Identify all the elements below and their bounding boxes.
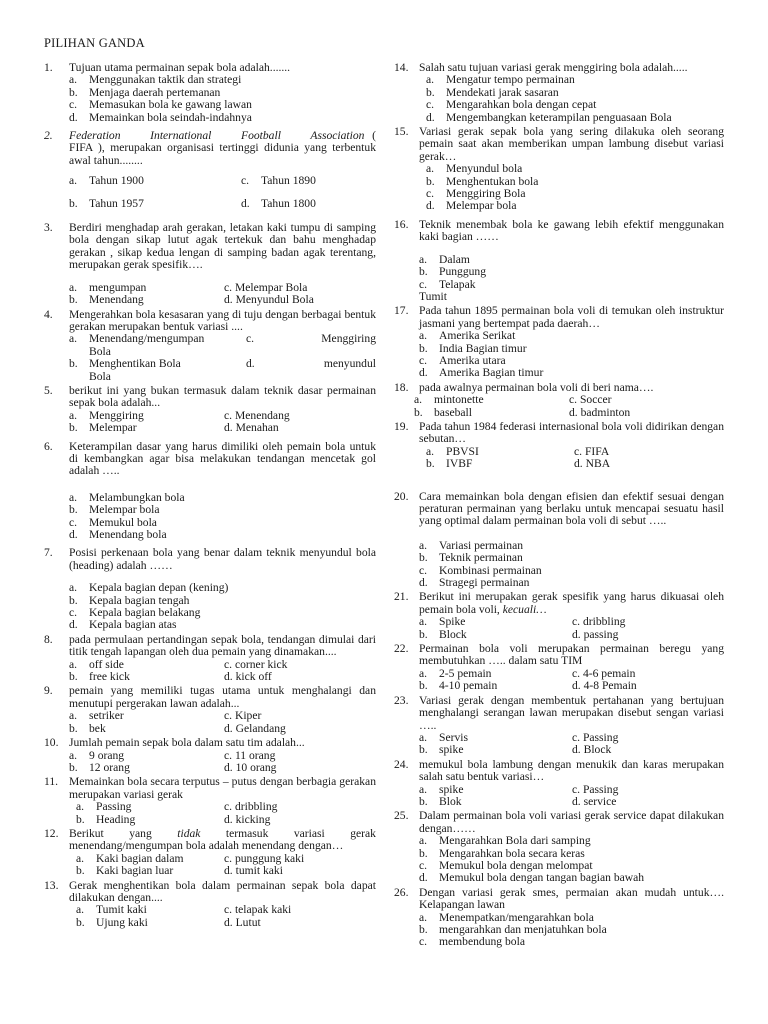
question-3 (44, 222, 376, 306)
question-number: 26. (394, 885, 409, 899)
option-c[interactable]: c. Mengarahkan bola dengan cepat (426, 98, 597, 112)
option-c[interactable]: c. Soccer (569, 393, 612, 407)
option-d[interactable]: d. Menyundul Bola (224, 293, 314, 307)
option-b-continued: Bola (89, 369, 111, 383)
question-text: Memainkan bola secara terputus – putus dengan berbagia gerakan merupakan variasi gerak (69, 775, 376, 801)
question-text: Pada tahun 1984 federasi internasional bola voli didirikan dengan sebutan… (419, 419, 724, 446)
question-20 (394, 491, 724, 590)
question-number: 20. (394, 489, 409, 503)
option-c[interactable]: c. Memasukan bola ke gawang lawan (69, 98, 252, 112)
option-c[interactable]: c. dribbling (224, 800, 278, 814)
option-c[interactable]: c. membendung bola (419, 935, 525, 949)
question-number: 15. (394, 125, 409, 139)
question-text: Salah satu tujuan variasi gerak menggiring bola adalah..... (419, 61, 688, 74)
option-a[interactable]: a. Menempatkan/mengarahkan bola (419, 910, 594, 924)
question-number: 23. (394, 693, 409, 707)
option-b[interactable]: b. 12 orang (69, 760, 130, 774)
option-c[interactable]: c. Telapak (419, 277, 476, 291)
question-number: 8. (44, 632, 53, 646)
option-c[interactable]: c. punggung kaki (224, 851, 305, 865)
question-number: 19. (394, 419, 409, 433)
question-8 (44, 634, 376, 684)
option-d[interactable]: d. kicking (224, 812, 271, 826)
option-a[interactable]: a. mintonette (414, 393, 484, 407)
question-text: Keterampilan dasar yang harus dimiliki oleh pemain bola untuk di kembangkan agar bisa melakukan tendangan mencetak gol adalah ….. (69, 439, 376, 478)
question-text: pada awalnya permainan bola voli di beri nama…. (419, 380, 654, 394)
question-number: 10. (44, 736, 59, 750)
option-c[interactable]: c. Menggiring Bola (426, 187, 526, 201)
question-5 (44, 385, 376, 435)
question-text: Pada tahun 1895 permainan bola voli di temukan oleh instruktur jasmani yang bertempat pada daerah… (419, 304, 724, 330)
option-b[interactable]: b. IVBF (426, 457, 473, 471)
question-23 (394, 695, 724, 757)
option-a[interactable]: a. 2-5 pemain (419, 666, 492, 680)
question-number: 17. (394, 304, 409, 318)
option-a[interactable]: a. Spike (419, 615, 466, 629)
question-13 (44, 880, 376, 930)
option-extra[interactable]: Tumit (419, 289, 447, 303)
question-number: 24. (394, 757, 409, 771)
question-number: 4. (44, 307, 53, 321)
option-d[interactable]: d. Mengembangkan keterampilan penguasaan Bola (426, 110, 672, 124)
option-b[interactable]: b. Punggung (419, 265, 487, 279)
option-d[interactable]: d. tumit kaki (224, 864, 283, 878)
option-a[interactable]: a. Amerika Serikat (419, 329, 516, 343)
option-c[interactable]: c. Tahun 1890 (241, 174, 316, 188)
option-a[interactable]: a. Mengarahkan Bola dari samping (419, 834, 591, 848)
option-b[interactable]: b. Tahun 1957 (69, 196, 144, 210)
question-14 (394, 62, 724, 124)
left-column (44, 62, 376, 931)
option-a[interactable]: a. Mengatur tempo permainan (426, 73, 575, 87)
option-b[interactable]: b. baseball (414, 405, 472, 419)
question-number: 16. (394, 217, 409, 231)
question-number: 12. (44, 826, 59, 840)
option-b[interactable]: b. Teknik permainan (419, 551, 523, 565)
question-7 (44, 547, 376, 631)
option-d[interactable]: d. menyundul (246, 357, 376, 371)
question-number: 22. (394, 642, 409, 656)
option-d[interactable]: d. service (572, 794, 617, 808)
question-25 (394, 810, 724, 884)
question-text: Permainan bola voli merupakan permainan beregu yang membutuhkan ….. dalam satu TIM (419, 642, 724, 668)
option-b[interactable]: b. Kaki bagian luar (76, 864, 174, 878)
option-b[interactable]: b. free kick (69, 670, 130, 684)
question-number: 6. (44, 439, 53, 453)
option-d[interactable]: d. badminton (569, 405, 631, 419)
question-text: Cara memainkan bola dengan efisien dan efektif sesuai dengan peraturan permainan yang berlaku untuk mencapai sesuatu hasil yang optimal dalam permainan bola voli di sebut ….. (419, 489, 724, 528)
question-number: 21. (394, 590, 409, 604)
option-a[interactable]: a. Tumit kaki (76, 903, 147, 917)
option-b[interactable]: b. Menghentikan Bola d. menyundul (69, 357, 376, 371)
option-a[interactable]: a. Kepala bagian depan (kening) (69, 581, 229, 595)
option-d[interactable]: d. passing (572, 627, 619, 641)
option-a[interactable]: a. PBVSI (426, 444, 479, 458)
option-a[interactable]: a. mengumpan (69, 280, 147, 294)
question-number: 18. (394, 380, 409, 394)
question-text: Variasi gerak dengan membentuk pertahanan yang bertujuan menghalangi serangan lawan merupakan disebut sengan variasi ….. (419, 693, 724, 732)
question-number: 5. (44, 383, 53, 397)
option-c[interactable]: c. Passing (572, 730, 619, 744)
option-b[interactable]: b. Menjaga daerah pertemanan (69, 85, 221, 99)
question-number: 13. (44, 878, 59, 892)
option-c[interactable]: c. Melempar Bola (224, 280, 308, 294)
option-b[interactable]: b. Mengarahkan bola secara keras (419, 846, 585, 860)
question-text: Berdiri menghadap arah gerakan, letakan kaki tumpu di samping bola dengan sikap lutut agak tertekuk dan bahu menghadap gerakan , sikap kedua lengan di samping badan agak terentang, merupakan gerak spesifik…. (69, 221, 376, 272)
option-b[interactable]: b. Blok (419, 794, 462, 808)
question-text: memukul bola lambung dengan menukik dan karas merupakan salah satu bentuk variasi… (419, 757, 724, 784)
question-11 (44, 776, 376, 826)
option-b[interactable]: b. Melempar bola (69, 503, 160, 517)
question-number: 3. (44, 221, 53, 235)
option-a[interactable]: a. Tahun 1900 (69, 174, 144, 188)
option-b[interactable]: b. Menendang (69, 293, 144, 307)
option-d[interactable]: d. Amerika Bagian timur (419, 366, 544, 380)
option-b[interactable]: b. 4-10 pemain (419, 679, 498, 693)
question-text: Posisi perkenaan bola yang benar dalam teknik menyundul bola (heading) adalah …… (69, 546, 376, 572)
option-d[interactable]: d. Gelandang (224, 721, 286, 735)
option-c[interactable]: c. 4-6 pemain (572, 666, 636, 680)
option-a[interactable]: a. 9 orang (69, 748, 125, 762)
question-19 (394, 421, 724, 471)
question-text: Berikut ini merupakan gerak spesifik yang harus dikuasai oleh pemain bola voli, (419, 590, 724, 616)
question-text-start: Berikut yang (69, 826, 152, 840)
question-number: 11. (44, 775, 59, 789)
option-b[interactable]: b. Mendekati jarak sasaran (426, 85, 559, 99)
question-number: 1. (44, 61, 53, 74)
option-c[interactable]: c. Memukul bola dengan melompat (419, 858, 593, 872)
option-d[interactable]: d. Stragegi permainan (419, 576, 530, 590)
option-d[interactable]: d. NBA (574, 457, 611, 471)
option-d[interactable]: d. Menendang bola (69, 528, 167, 541)
question-text-emphasis: kecuali… (502, 602, 547, 616)
question-number: 7. (44, 546, 53, 560)
question-18 (394, 382, 724, 419)
option-c[interactable]: c. Menendang (224, 408, 290, 422)
option-d[interactable]: d. Lutut (224, 915, 261, 929)
question-text: pemain yang memiliki tugas utama untuk menghalangi dan menutupi pergerakan lawan adalah... (69, 684, 376, 710)
option-a[interactable]: a. off side (69, 657, 124, 671)
option-b[interactable]: b. Kepala bagian tengah (69, 593, 190, 607)
option-b[interactable]: b. Ujung kaki (76, 915, 148, 929)
option-c[interactable]: c. 11 orang (224, 748, 276, 762)
question-number: 25. (394, 809, 409, 823)
question-17 (394, 305, 724, 379)
option-d[interactable]: d. Kepala bagian atas (69, 618, 177, 632)
question-12 (44, 828, 376, 878)
option-c[interactable]: c. corner kick (224, 657, 288, 671)
question-6 (44, 441, 376, 542)
option-a[interactable]: a. spike (419, 782, 464, 796)
option-a[interactable]: a. Kaki bagian dalam (76, 851, 184, 865)
question-21 (394, 591, 724, 641)
option-b[interactable]: b. Block (419, 627, 467, 641)
option-c[interactable]: c. Amerika utara (419, 353, 506, 367)
question-number: 14. (394, 61, 409, 74)
question-22 (394, 643, 724, 693)
question-text: pada permulaan pertandingan sepak bola, tendangan dimulai dari titik tengah lapangan oleh dua pemain yang dinamakan.... (69, 632, 376, 659)
question-text: Dengan variasi gerak smes, permaian akan mudah untuk…. Kelapangan lawan (419, 885, 724, 912)
question-text-emphasis: tidak (177, 826, 201, 840)
question-24 (394, 759, 724, 809)
option-a[interactable]: a. Menyundul bola (426, 162, 523, 176)
option-b[interactable]: b. bek (69, 721, 106, 735)
option-c[interactable]: c. Menggiring (246, 332, 376, 346)
option-d[interactable]: d. Block (572, 743, 612, 757)
option-a[interactable]: a. Melambungkan bola (69, 490, 185, 504)
option-c[interactable]: c. Kombinasi permainan (419, 563, 542, 577)
option-b[interactable]: b. Heading (76, 812, 136, 826)
option-a[interactable]: a. Variasi permainan (419, 538, 524, 552)
option-a[interactable]: a. Menggunakan taktik dan strategi (69, 73, 242, 87)
question-9 (44, 685, 376, 735)
option-d[interactable]: d. Memukul bola dengan tangan bagian bawah (419, 871, 645, 885)
option-c[interactable]: c. telapak kaki (224, 903, 292, 917)
question-text: Tujuan utama permainan sepak bola adalah....... (69, 61, 291, 74)
question-text: Mengerahkan bola kesasaran yang di tuju dengan berbagai bentuk gerakan merupakan bentuk variasi .... (69, 307, 376, 333)
option-d[interactable]: d. 4-8 Pemain (572, 679, 637, 693)
option-a-continued: Bola (89, 344, 111, 358)
option-a[interactable]: a. Dalam (419, 252, 470, 266)
option-b[interactable]: b. Menghentukan bola (426, 174, 539, 188)
option-c[interactable]: c. Kiper (224, 709, 262, 723)
question-26 (394, 887, 724, 949)
question-text: Jumlah pemain sepak bola dalam satu tim adalah... (69, 736, 305, 750)
option-a[interactable]: a. setriker (69, 709, 124, 723)
question-4 (44, 309, 376, 383)
question-text-italic: Federation International Football Association (69, 129, 365, 143)
option-d[interactable]: d. 10 orang (224, 760, 277, 774)
option-d[interactable]: d. Melempar bola (426, 199, 517, 213)
option-c[interactable]: c. dribbling (572, 615, 626, 629)
option-a[interactable]: a. Menendang/mengumpan c. Menggiring (69, 332, 376, 346)
option-c[interactable]: c. Memukul bola (69, 515, 157, 529)
option-b[interactable]: b. India Bagian timur (419, 341, 527, 355)
option-b[interactable]: b. mengarahkan dan menjatuhkan bola (419, 923, 607, 936)
question-10 (44, 737, 376, 774)
question-number: 9. (44, 684, 53, 698)
option-a[interactable]: a. Passing (76, 800, 132, 814)
question-text: Dalam permainan bola voli variasi gerak service dapat dilakukan dengan…… (419, 809, 724, 835)
question-number: 2. (44, 129, 53, 143)
option-d[interactable]: d. Tahun 1800 (241, 196, 316, 210)
option-c[interactable]: c. Kepala bagian belakang (69, 606, 201, 620)
option-a[interactable]: a. Menggiring (69, 408, 144, 422)
option-d[interactable]: d. kick off (224, 670, 272, 684)
option-d[interactable]: d. Memainkan bola seindah-indahnya (69, 110, 252, 124)
page-title: PILIHAN GANDA (44, 36, 145, 50)
question-text: Gerak menghentikan bola dalam permainan sepak bola dapat dilakukan dengan.... (69, 878, 376, 904)
question-text: ( FIFA ), merupakan organisasi tertinggi didunia yang terbentuk awal tahun........ (69, 129, 376, 167)
question-2 (44, 130, 376, 210)
option-b[interactable]: b. Melempar (69, 421, 137, 435)
question-1 (44, 62, 376, 124)
option-c[interactable]: c. Passing (572, 782, 619, 796)
option-b[interactable]: b. spike (419, 743, 464, 757)
question-text: Teknik menembak bola ke gawang lebih efektif menggunakan kaki bagian …… (419, 217, 724, 244)
question-16 (394, 219, 724, 303)
right-column (394, 62, 724, 951)
option-c[interactable]: c. FIFA (574, 444, 610, 458)
question-text: berikut ini yang bukan termasuk dalam teknik dasar permainan sepak bola adalah... (69, 383, 376, 410)
question-text: Variasi gerak sepak bola yang sering dilakuka oleh seorang pemain saat akan memberikan umpan lambung disebut variasi gerak… (419, 125, 724, 163)
option-a[interactable]: a. Servis (419, 730, 468, 744)
question-text: termasuk variasi gerak menendang/mengumpan bola adalah menendang dengan… (69, 826, 376, 853)
question-15 (394, 126, 724, 213)
option-d[interactable]: d. Menahan (224, 421, 279, 435)
